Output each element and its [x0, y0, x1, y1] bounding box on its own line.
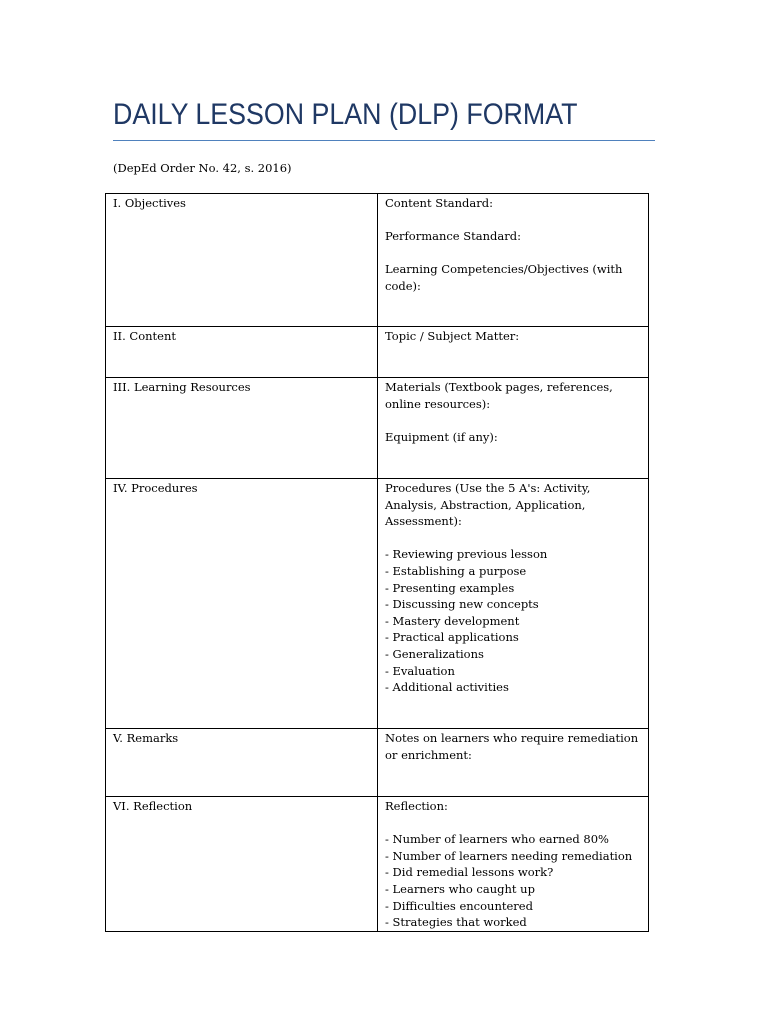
detail-block [385, 261, 641, 294]
section-label: II. Content [106, 327, 378, 377]
detail-line: Topic / Subject Matter: [385, 329, 520, 343]
list-item: - Presenting examples [385, 580, 515, 595]
list-item: - Evaluation [385, 663, 455, 678]
list-item: - Did remedial lessons work? [385, 865, 554, 880]
detail-line: Materials (Textbook pages, references, online resources): [385, 380, 613, 411]
detail-block [385, 379, 641, 412]
table-row-procedures [106, 479, 648, 729]
section-details [378, 194, 648, 326]
lesson-plan-table [105, 193, 649, 932]
detail-block [385, 328, 641, 345]
list-item: - Generalizations [385, 646, 484, 661]
detail-line: Content Standard: [385, 196, 493, 210]
table-row-remarks [106, 729, 648, 797]
section-details [378, 327, 648, 377]
detail-block [385, 429, 641, 446]
detail-block [385, 195, 641, 212]
list-item: - Strategies that worked [385, 915, 527, 930]
list-item: - Additional activities [385, 680, 509, 695]
section-details [378, 729, 648, 796]
list-item: - Discussing new concepts [385, 597, 539, 612]
document-subtitle: (DepEd Order No. 42, s. 2016) [113, 161, 292, 175]
section-label: IV. Procedures [106, 479, 378, 728]
section-label: V. Remarks [106, 729, 378, 796]
table-row-reflection [106, 797, 648, 931]
table-row-content [106, 327, 648, 378]
section-label: I. Objectives [106, 194, 378, 326]
section-details [378, 797, 648, 931]
section-details [378, 378, 648, 478]
detail-line: Equipment (if any): [385, 429, 498, 444]
detail-block [385, 730, 641, 763]
detail-line: Reflection: [385, 799, 448, 813]
list-item: - Number of learners who earned 80% [385, 832, 609, 847]
detail-line: Performance Standard: [385, 229, 521, 244]
detail-line: Procedures (Use the 5 A's: Activity, Analysis, Abstraction, Application, Assessment): [385, 481, 591, 529]
document-title: DAILY LESSON PLAN (DLP) FORMAT [113, 98, 578, 131]
table-row-learning-resources [106, 378, 648, 479]
section-label: VI. Reflection [106, 797, 378, 931]
reflection-list [385, 831, 641, 931]
list-item: - Practical applications [385, 630, 519, 645]
detail-block [385, 480, 641, 530]
section-label: III. Learning Resources [106, 378, 378, 478]
list-item: - Learners who caught up [385, 881, 535, 896]
list-item: - Difficulties encountered [385, 898, 533, 913]
table-row-objectives [106, 194, 648, 327]
detail-line: Notes on learners who require remediation or enrichment: [385, 731, 639, 762]
list-item: - Number of learners needing remediation [385, 848, 633, 863]
title-rule [113, 140, 655, 141]
list-item: - Reviewing previous lesson [385, 547, 548, 562]
detail-block [385, 798, 641, 815]
detail-line: Learning Competencies/Objectives (with code): [385, 262, 623, 293]
procedure-list [385, 546, 641, 695]
section-details [378, 479, 648, 728]
list-item: - Mastery development [385, 613, 520, 628]
list-item: - Establishing a purpose [385, 563, 527, 578]
detail-block [385, 228, 641, 245]
